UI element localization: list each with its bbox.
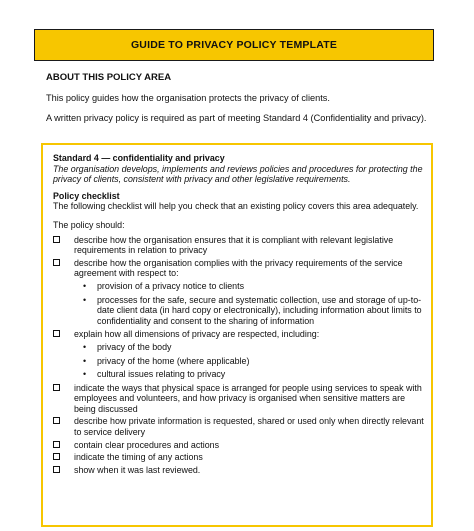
sub-list-item: • privacy of the home (where applicable) <box>83 355 250 366</box>
sub-list-item: • processes for the safe, secure and systematic collection, use and storage of up-to-date client data (in hard copy or electronically), including information about limits to confidentiality and consent to the sharing of information <box>83 294 422 326</box>
sub-list-item: • provision of a privacy notice to clients <box>83 280 245 291</box>
bullet-icon: • <box>83 294 87 305</box>
checklist <box>53 235 425 476</box>
bullet-icon: • <box>83 341 87 352</box>
document-title: GUIDE TO PRIVACY POLICY TEMPLATE <box>34 29 434 61</box>
sub-list-item: • privacy of the body <box>83 341 172 352</box>
standard-box <box>41 143 433 527</box>
checkbox-icon <box>53 441 60 448</box>
checklist-item: explain how all dimensions of privacy are respected, including: <box>53 329 425 340</box>
checkbox-icon <box>53 453 60 460</box>
checklist-item: describe how the organisation ensures that it is compliant with relevant legislative requirements in relation to privacy <box>53 235 425 256</box>
bullet-icon: • <box>83 355 87 366</box>
checklist-heading: Policy checklist <box>53 190 120 201</box>
checklist-item: indicate the timing of any actions <box>53 452 425 463</box>
bullet-icon: • <box>83 280 87 291</box>
about-paragraph-1: This policy guides how the organisation protects the privacy of clients. <box>46 93 330 103</box>
standard-description: The organisation develops, implements and reviews policies and procedures for protecting the privacy of clients, consistent with privacy and other legislative requirements. <box>53 163 423 185</box>
checklist-item: show when it was last reviewed. <box>53 465 425 476</box>
checkbox-icon <box>53 466 60 473</box>
checkbox-icon <box>53 259 60 266</box>
about-paragraph-2: A written privacy policy is required as part of meeting Standard 4 (Confidentiality and privacy). <box>46 113 427 123</box>
checklist-item: contain clear procedures and actions <box>53 440 425 451</box>
checklist-item: indicate the ways that physical space is arranged for people using services to speak with employees and volunteers, and how privacy is organised when sensitive matters are being discussed <box>53 383 425 415</box>
about-heading: ABOUT THIS POLICY AREA <box>46 72 172 83</box>
checkbox-icon <box>53 417 60 424</box>
sub-list-item: • cultural issues relating to privacy <box>83 369 226 380</box>
checklist-item: describe how the organisation complies with the privacy requirements of the service agreement with respect to: <box>53 258 425 279</box>
checkbox-icon <box>53 236 60 243</box>
checklist-intro: The following checklist will help you check that an existing policy covers this area adequately. <box>53 201 419 212</box>
checkbox-icon <box>53 330 60 337</box>
checklist-item: describe how private information is requested, shared or used only when directly relevant to service delivery <box>53 416 425 437</box>
checkbox-icon <box>53 384 60 391</box>
standard-heading: Standard 4 — confidentiality and privacy <box>53 153 225 163</box>
should-label: The policy should: <box>53 219 125 230</box>
bullet-icon: • <box>83 369 87 380</box>
